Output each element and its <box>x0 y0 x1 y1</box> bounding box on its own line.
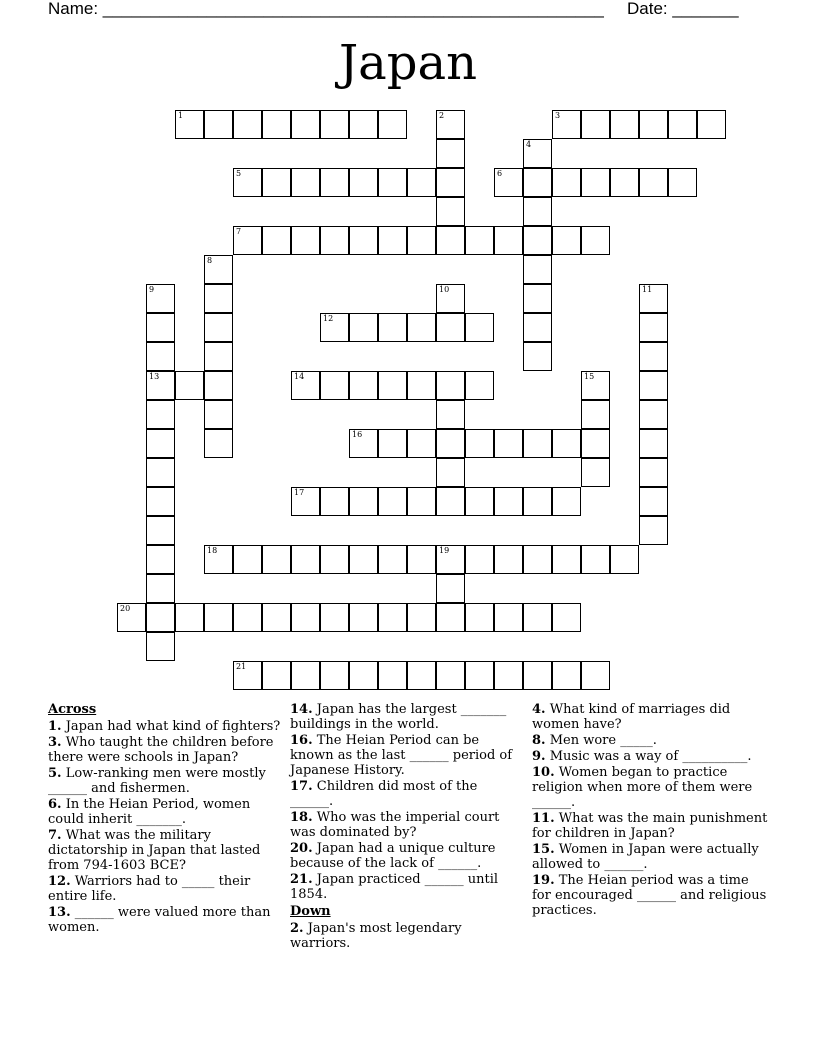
clue-number: 10 <box>439 285 450 294</box>
grid-cell[interactable] <box>204 313 233 342</box>
grid-cell[interactable] <box>204 342 233 371</box>
clue-item <box>532 842 768 872</box>
grid-cell[interactable] <box>320 168 349 197</box>
grid-cell[interactable] <box>146 603 175 632</box>
grid-cell[interactable] <box>465 545 494 574</box>
clue-number-label: 16. <box>290 733 313 748</box>
grid-cell[interactable] <box>523 313 552 342</box>
grid-cell[interactable] <box>291 110 320 139</box>
grid-cell[interactable] <box>697 110 726 139</box>
page-title: Japan <box>338 35 478 91</box>
grid-cell[interactable] <box>523 429 552 458</box>
grid-cell[interactable] <box>262 110 291 139</box>
grid-cell[interactable] <box>320 226 349 255</box>
clue-text: Japan had a unique culture because of the lack of ______. <box>290 841 496 871</box>
grid-cell[interactable] <box>233 168 262 197</box>
grid-cell[interactable] <box>204 400 233 429</box>
grid-cell[interactable] <box>146 487 175 516</box>
grid-cell[interactable] <box>494 168 523 197</box>
grid-cell[interactable] <box>494 661 523 690</box>
grid-cell[interactable] <box>349 661 378 690</box>
clue-text: ______ were valued more than women. <box>48 905 271 935</box>
grid-cell[interactable] <box>581 400 610 429</box>
clue-number-label: 2. <box>290 921 304 936</box>
clue-item <box>532 765 768 810</box>
grid-cell[interactable] <box>262 226 291 255</box>
grid-cell[interactable] <box>581 661 610 690</box>
clue-text: What was the main punishment for children in Japan? <box>532 811 768 841</box>
grid-cell[interactable] <box>523 487 552 516</box>
grid-cell[interactable] <box>581 458 610 487</box>
clue-text: The Heian Period can be known as the last ______ period of Japanese History. <box>290 733 513 778</box>
grid-cell[interactable] <box>146 284 175 313</box>
grid-cell[interactable] <box>175 603 204 632</box>
grid-cell[interactable] <box>291 487 320 516</box>
name-field-label[interactable]: Name: _____________________________________________________ <box>48 0 604 18</box>
grid-cell[interactable] <box>436 487 465 516</box>
clue-number-label: 5. <box>48 766 62 781</box>
clue-text: Low-ranking men were mostly ______ and fishermen. <box>48 766 266 796</box>
grid-cell[interactable] <box>262 661 291 690</box>
grid-cell[interactable] <box>233 545 262 574</box>
grid-cell[interactable] <box>552 661 581 690</box>
grid-cell[interactable] <box>436 284 465 313</box>
grid-cell[interactable] <box>320 313 349 342</box>
grid-cell[interactable] <box>320 661 349 690</box>
grid-cell[interactable] <box>523 661 552 690</box>
clue-number-label: 3. <box>48 735 62 750</box>
grid-cell[interactable] <box>668 110 697 139</box>
clue-text: Warriors had to _____ their entire life. <box>48 874 251 904</box>
grid-cell[interactable] <box>320 110 349 139</box>
grid-cell[interactable] <box>581 168 610 197</box>
grid-cell[interactable] <box>436 110 465 139</box>
grid-cell[interactable] <box>378 371 407 400</box>
grid-cell[interactable] <box>262 603 291 632</box>
grid-cell[interactable] <box>639 284 668 313</box>
grid-cell[interactable] <box>349 313 378 342</box>
grid-cell[interactable] <box>378 603 407 632</box>
clue-item <box>290 733 522 778</box>
grid-cell[interactable] <box>639 342 668 371</box>
grid-cell[interactable] <box>494 226 523 255</box>
grid-cell[interactable] <box>610 110 639 139</box>
clue-item <box>290 841 522 871</box>
grid-cell[interactable] <box>378 110 407 139</box>
grid-cell[interactable] <box>581 226 610 255</box>
clue-number-label: 10. <box>532 765 555 780</box>
grid-cell[interactable] <box>552 168 581 197</box>
grid-cell[interactable] <box>639 516 668 545</box>
grid-cell[interactable] <box>436 313 465 342</box>
clue-text: What was the military dictatorship in Japan that lasted from 794-1603 BCE? <box>48 828 261 873</box>
grid-cell[interactable] <box>146 545 175 574</box>
grid-cell[interactable] <box>233 661 262 690</box>
grid-cell[interactable] <box>146 429 175 458</box>
grid-cell[interactable] <box>349 487 378 516</box>
clue-number: 20 <box>120 604 131 613</box>
grid-cell[interactable] <box>146 371 175 400</box>
grid-cell[interactable] <box>175 371 204 400</box>
grid-cell[interactable] <box>639 168 668 197</box>
grid-cell[interactable] <box>204 284 233 313</box>
grid-cell[interactable] <box>523 342 552 371</box>
clue-text: The Heian period was a time for encouraged ______ and religious practices. <box>532 873 767 918</box>
grid-cell[interactable] <box>639 371 668 400</box>
grid-cell[interactable] <box>436 226 465 255</box>
grid-cell[interactable] <box>552 429 581 458</box>
grid-cell[interactable] <box>552 603 581 632</box>
clue-number: 9 <box>149 285 155 294</box>
clue-item <box>48 828 284 873</box>
grid-cell[interactable] <box>465 371 494 400</box>
clue-item <box>290 872 522 902</box>
clue-item <box>48 766 284 796</box>
grid-cell[interactable] <box>146 313 175 342</box>
clue-number-label: 11. <box>532 811 555 826</box>
grid-cell[interactable] <box>378 487 407 516</box>
clue-text: Japan's most legendary warriors. <box>290 921 462 951</box>
grid-cell[interactable] <box>639 458 668 487</box>
grid-cell[interactable] <box>552 487 581 516</box>
clue-item <box>532 873 768 918</box>
grid-cell[interactable] <box>349 603 378 632</box>
grid-cell[interactable] <box>407 226 436 255</box>
grid-cell[interactable] <box>639 429 668 458</box>
grid-cell[interactable] <box>291 371 320 400</box>
grid-cell[interactable] <box>146 458 175 487</box>
clue-number-label: 19. <box>532 873 555 888</box>
clue-text: In the Heian Period, women could inherit _______. <box>48 797 251 827</box>
clue-number: 1 <box>178 111 184 120</box>
clue-number-label: 8. <box>532 733 546 748</box>
clue-number-label: 13. <box>48 905 71 920</box>
clue-number-label: 7. <box>48 828 62 843</box>
clues-column-1 <box>48 702 284 936</box>
grid-cell[interactable] <box>146 574 175 603</box>
clue-number: 19 <box>439 546 450 555</box>
clue-number-label: 21. <box>290 872 313 887</box>
clue-number: 8 <box>207 256 213 265</box>
grid-cell[interactable] <box>436 371 465 400</box>
grid-cell[interactable] <box>407 371 436 400</box>
grid-cell[interactable] <box>436 661 465 690</box>
grid-cell[interactable] <box>465 226 494 255</box>
grid-cell[interactable] <box>407 429 436 458</box>
clue-text: Women in Japan were actually allowed to ______. <box>532 842 759 872</box>
grid-cell[interactable] <box>436 400 465 429</box>
grid-cell[interactable] <box>465 487 494 516</box>
grid-cell[interactable] <box>233 226 262 255</box>
clue-number: 13 <box>149 372 160 381</box>
grid-cell[interactable] <box>349 226 378 255</box>
grid-cell[interactable] <box>523 603 552 632</box>
clues-column-2 <box>290 702 522 952</box>
grid-cell[interactable] <box>291 168 320 197</box>
grid-cell[interactable] <box>523 226 552 255</box>
grid-cell[interactable] <box>639 400 668 429</box>
grid-cell[interactable] <box>320 545 349 574</box>
grid-cell[interactable] <box>523 197 552 226</box>
grid-cell[interactable] <box>581 545 610 574</box>
grid-cell[interactable] <box>436 139 465 168</box>
grid-cell[interactable] <box>668 168 697 197</box>
clue-item <box>48 719 284 734</box>
grid-cell[interactable] <box>465 603 494 632</box>
grid-cell[interactable] <box>465 661 494 690</box>
clue-text: Who was the imperial court was dominated by? <box>290 810 500 840</box>
clue-item <box>532 749 768 764</box>
clue-number-label: 17. <box>290 779 313 794</box>
grid-cell[interactable] <box>349 371 378 400</box>
grid-cell[interactable] <box>204 429 233 458</box>
grid-cell[interactable] <box>436 429 465 458</box>
clue-text: Music was a way of __________. <box>545 749 752 764</box>
clue-number: 17 <box>294 488 305 497</box>
grid-cell[interactable] <box>436 574 465 603</box>
grid-cell[interactable] <box>349 545 378 574</box>
clue-number: 21 <box>236 662 247 671</box>
grid-cell[interactable] <box>204 255 233 284</box>
grid-cell[interactable] <box>378 545 407 574</box>
grid-cell[interactable] <box>233 110 262 139</box>
clue-number: 16 <box>352 430 363 439</box>
clue-number-label: 18. <box>290 810 313 825</box>
grid-cell[interactable] <box>204 110 233 139</box>
clue-number-label: 14. <box>290 702 313 717</box>
grid-cell[interactable] <box>436 603 465 632</box>
clue-number: 18 <box>207 546 218 555</box>
grid-cell[interactable] <box>204 603 233 632</box>
grid-cell[interactable] <box>407 487 436 516</box>
clue-number: 12 <box>323 314 334 323</box>
clue-item <box>290 921 522 951</box>
grid-cell[interactable] <box>320 603 349 632</box>
grid-cell[interactable] <box>407 603 436 632</box>
clue-item <box>48 905 284 935</box>
grid-cell[interactable] <box>320 371 349 400</box>
grid-cell[interactable] <box>465 429 494 458</box>
grid-cell[interactable] <box>436 168 465 197</box>
grid-cell[interactable] <box>436 545 465 574</box>
grid-cell[interactable] <box>581 429 610 458</box>
clue-number: 5 <box>236 169 242 178</box>
clue-number: 15 <box>584 372 595 381</box>
clue-text: Japan had what kind of fighters? <box>61 719 281 734</box>
down-heading: Down <box>290 904 331 919</box>
clue-text: What kind of marriages did women have? <box>532 702 731 732</box>
grid-cell[interactable] <box>378 313 407 342</box>
clue-number-label: 15. <box>532 842 555 857</box>
grid-cell[interactable] <box>407 313 436 342</box>
grid-cell[interactable] <box>146 400 175 429</box>
clue-number: 7 <box>236 227 242 236</box>
clue-text: Japan practiced ______ until 1854. <box>290 872 499 902</box>
grid-cell[interactable] <box>378 168 407 197</box>
clue-number: 4 <box>526 140 532 149</box>
clue-item <box>532 733 768 748</box>
grid-cell[interactable] <box>407 545 436 574</box>
grid-cell[interactable] <box>581 371 610 400</box>
clue-number: 14 <box>294 372 305 381</box>
grid-cell[interactable] <box>117 603 146 632</box>
grid-cell[interactable] <box>494 545 523 574</box>
grid-cell[interactable] <box>291 661 320 690</box>
clue-text: Who taught the children before there were schools in Japan? <box>48 735 274 765</box>
grid-cell[interactable] <box>291 226 320 255</box>
grid-cell[interactable] <box>436 197 465 226</box>
grid-cell[interactable] <box>552 226 581 255</box>
grid-cell[interactable] <box>494 487 523 516</box>
clue-number-label: 12. <box>48 874 71 889</box>
grid-cell[interactable] <box>523 139 552 168</box>
clue-item <box>48 735 284 765</box>
grid-cell[interactable] <box>262 168 291 197</box>
grid-cell[interactable] <box>494 429 523 458</box>
clue-number-label: 6. <box>48 797 62 812</box>
clue-item <box>532 702 768 732</box>
clue-number-label: 9. <box>532 749 546 764</box>
clue-text: Men wore _____. <box>545 733 657 748</box>
clue-number-label: 4. <box>532 702 546 717</box>
grid-cell[interactable] <box>204 545 233 574</box>
grid-cell[interactable] <box>233 603 262 632</box>
clue-item <box>48 874 284 904</box>
grid-cell[interactable] <box>436 458 465 487</box>
clue-item <box>48 797 284 827</box>
grid-cell[interactable] <box>378 429 407 458</box>
clue-number: 6 <box>497 169 503 178</box>
grid-cell[interactable] <box>552 545 581 574</box>
clue-item <box>290 779 522 809</box>
grid-cell[interactable] <box>349 110 378 139</box>
grid-cell[interactable] <box>291 603 320 632</box>
grid-cell[interactable] <box>146 632 175 661</box>
grid-cell[interactable] <box>581 110 610 139</box>
grid-cell[interactable] <box>523 255 552 284</box>
clue-item <box>290 702 522 732</box>
grid-cell[interactable] <box>639 487 668 516</box>
grid-cell[interactable] <box>320 487 349 516</box>
grid-cell[interactable] <box>523 168 552 197</box>
grid-cell[interactable] <box>146 516 175 545</box>
grid-cell[interactable] <box>639 313 668 342</box>
across-heading: Across <box>48 702 97 717</box>
grid-cell[interactable] <box>262 545 291 574</box>
clue-item <box>532 811 768 841</box>
grid-cell[interactable] <box>407 661 436 690</box>
clue-text: Women began to practice religion when more of them were ______. <box>532 765 753 810</box>
grid-cell[interactable] <box>610 545 639 574</box>
clue-number-label: 1. <box>48 719 62 734</box>
grid-cell[interactable] <box>465 313 494 342</box>
clue-number-label: 20. <box>290 841 313 856</box>
grid-cell[interactable] <box>523 284 552 313</box>
grid-cell[interactable] <box>378 661 407 690</box>
clue-text: Japan has the largest _______ buildings in the world. <box>290 702 507 732</box>
grid-cell[interactable] <box>349 168 378 197</box>
clue-text: Children did most of the ______. <box>290 779 478 809</box>
grid-cell[interactable] <box>407 168 436 197</box>
grid-cell[interactable] <box>523 545 552 574</box>
clue-number: 3 <box>555 111 561 120</box>
grid-cell[interactable] <box>552 110 581 139</box>
date-field-label[interactable]: Date: _______ <box>627 0 739 18</box>
clue-number: 11 <box>642 285 653 294</box>
grid-cell[interactable] <box>378 226 407 255</box>
grid-cell[interactable] <box>204 371 233 400</box>
grid-cell[interactable] <box>349 429 378 458</box>
grid-cell[interactable] <box>175 110 204 139</box>
grid-cell[interactable] <box>639 110 668 139</box>
grid-cell[interactable] <box>494 603 523 632</box>
clue-item <box>290 810 522 840</box>
grid-cell[interactable] <box>610 168 639 197</box>
grid-cell[interactable] <box>291 545 320 574</box>
clue-number: 2 <box>439 111 445 120</box>
grid-cell[interactable] <box>146 342 175 371</box>
clues-column-3 <box>532 702 768 919</box>
